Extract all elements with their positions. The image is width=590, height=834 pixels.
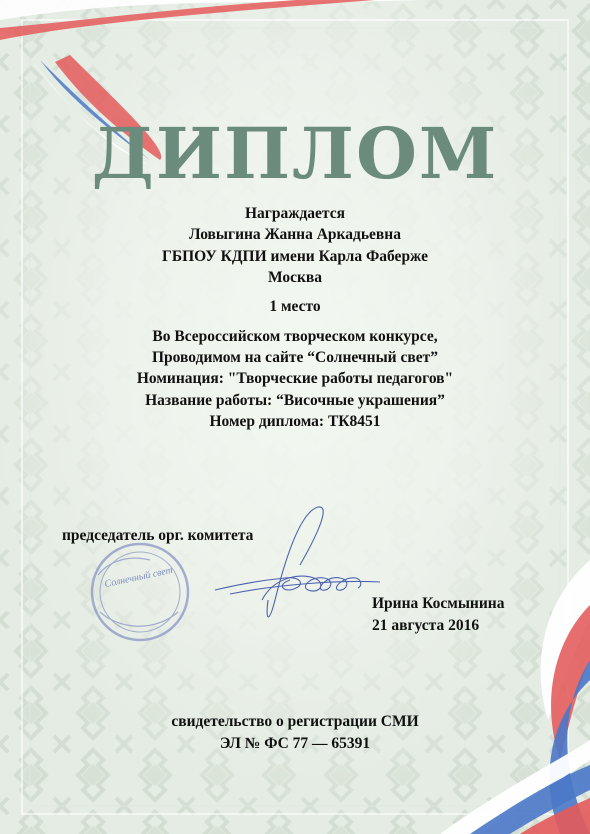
place-awarded: 1 место [269,298,321,315]
recipient-organization: ГБПОУ КДПИ имени Карла Фаберже [162,248,428,265]
nomination-line: Номинация: "Творческие работы педагогов" [136,370,454,387]
contest-site-line: Проводимом на сайте “Солнечный свет” [152,349,438,366]
stamp-text: Солнечный свет [103,564,174,591]
chairman-label: председатель орг. комитета [62,527,254,544]
registration-label: свидетельство о регистрации СМИ [171,713,419,730]
registration-number: ЭЛ № ФС 77 — 65391 [219,735,371,752]
issue-date: 21 августа 2016 [372,617,480,634]
work-title-line: Название работы: “Височные украшения” [145,392,445,409]
diploma-number-line: Номер диплома: ТК8451 [209,413,381,430]
signer-name: Ирина Космынина [372,595,505,612]
awarded-label: Награждается [245,205,345,222]
contest-line: Во Всероссийском творческом конкурсе, [152,328,438,345]
recipient-name: Ловыгина Жанна Аркадьевна [189,226,401,243]
recipient-city: Москва [267,269,323,286]
diploma-title: ДИПЛОМ [91,112,499,195]
